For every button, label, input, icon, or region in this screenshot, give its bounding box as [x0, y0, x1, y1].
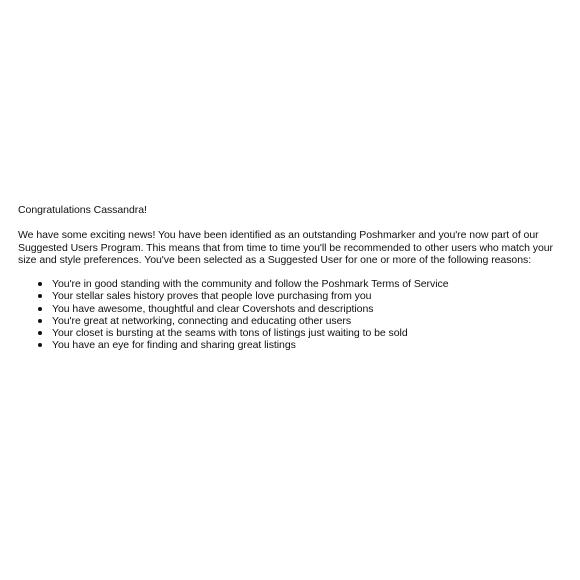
bullet-icon [38, 343, 42, 347]
reason-item [52, 327, 566, 339]
reason-item [52, 303, 566, 315]
announcement-paragraph: We have some exciting news! You have been identified as an outstanding Poshmarker and you're now part of our Suggested Users Program. This means that from time to time you'll be recommended to other users who match your size and style preferences. You've been selected as a Suggested User for one or more of the following reasons: [18, 228, 553, 267]
reason-text: You're in good standing with the community and follow the Poshmark Terms of Service [52, 278, 449, 291]
reason-text: You have awesome, thoughtful and clear Covershots and descriptions [52, 302, 374, 315]
email-body [18, 204, 566, 351]
reason-text: Your closet is bursting at the seams with tons of listings just waiting to be sold [52, 327, 408, 339]
bullet-icon [38, 307, 42, 311]
bullet-icon [38, 294, 42, 298]
reason-item [52, 278, 566, 290]
bullet-icon [38, 331, 42, 335]
reason-item [52, 290, 566, 302]
reasons-list [18, 278, 566, 351]
reason-text: Your stellar sales history proves that people love purchasing from you [52, 290, 372, 303]
reason-item [52, 339, 566, 351]
reason-text: You have an eye for finding and sharing great listings [52, 339, 296, 352]
bullet-icon [38, 282, 42, 286]
reason-text: You're great at networking, connecting and educating other users [52, 314, 352, 327]
greeting-text: Congratulations Cassandra! [18, 204, 147, 216]
reason-item [52, 315, 566, 327]
bullet-icon [38, 319, 42, 323]
